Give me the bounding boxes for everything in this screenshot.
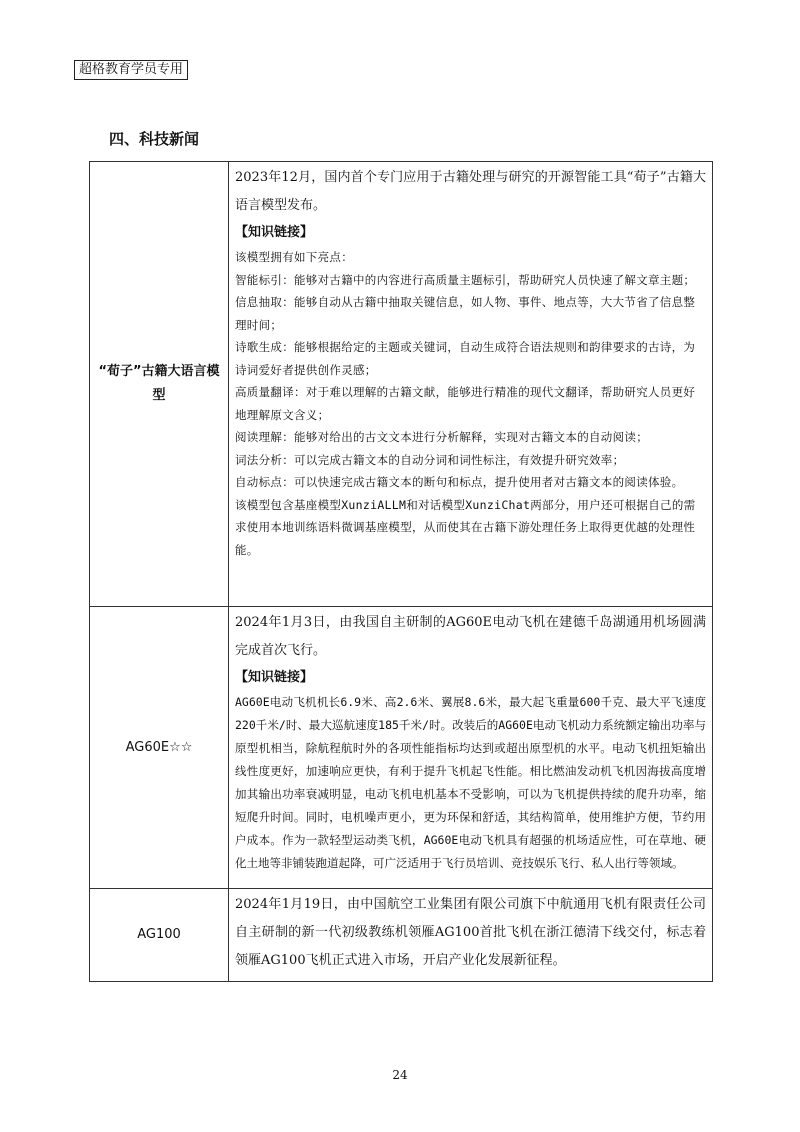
news-lead: 2023年12月，国内首个专门应用于古籍处理与研究的开源智能工具“荀子”古籍大语言模型发布。 [235, 170, 706, 213]
news-row-ag60e [90, 607, 713, 889]
news-table [89, 161, 713, 982]
row-body [229, 162, 713, 607]
knowledge-line: 词法分析：可以完成古籍文本的自动分词和词性标注，有效提升研究效率； [235, 452, 625, 467]
row-label: AG60E☆☆ [90, 607, 229, 889]
knowledge-line: 高质量翻译：对于难以理解的古籍文献，能够进行精准的现代文翻译，帮助研究人员更好地理解原文含义； [235, 385, 696, 422]
news-lead: 2024年1月19日，由中国航空工业集团有限公司旗下中航通用飞机有限责任公司自主研制的新一代初级教练机领雁AG100首批飞机在浙江德清下线交付，标志着领雁AG100飞机正式进入市场，开启产业化发展新征程。 [235, 897, 706, 968]
knowledge-link-label: 【知识链接】 [235, 670, 314, 685]
row-body [229, 889, 713, 982]
row-label: “荀子”古籍大语言模型 [90, 162, 229, 607]
section-title: 四、科技新闻 [109, 130, 200, 148]
knowledge-line: 智能标引：能够对古籍中的内容进行高质量主题标引，帮助研究人员快速了解文章主题； [235, 272, 696, 287]
knowledge-line: 该模型拥有如下亮点： [235, 250, 353, 264]
news-row-ag100 [90, 889, 713, 982]
news-row-xunzi [90, 162, 713, 607]
knowledge-line: 自动标点：可以快速完成古籍文本的断句和标点，提升使用者对古籍文本的阅读体验。 [235, 475, 684, 489]
knowledge-line: 信息抽取：能够自动从古籍中抽取关键信息，如人物、事件、地点等，大大节省了信息整理时间； [235, 295, 696, 332]
news-lead: 2024年1月3日，由我国自主研制的AG60E电动飞机在建德千岛湖通用机场圆满完成首次飞行。 [235, 615, 706, 658]
header-tag: 超格教育学员专用 [74, 60, 188, 80]
knowledge-line: 诗歌生成：能够根据给定的主题或关键词，自动生成符合语法规则和韵律要求的古诗，为诗词爱好者提供创作灵感； [235, 340, 696, 377]
knowledge-link-label: 【知识链接】 [235, 225, 314, 240]
knowledge-paragraph: AG60E电动飞机机长6.9米、高2.6米、翼展8.6米，最大起飞重量600千克、最大平飞速度220千米/时、最大巡航速度185千米/时。改装后的AG60E电动飞机动力系统额定输出功率与原型机相当，除航程航时外的各项性能指标均达到或超出原型机的水平。电动飞机扭矩输出线性度更好，加速响应更快，有利于提升飞机起飞性能。相比燃油发动机飞机因海拔高度增加其输出功率衰减明显，电动飞机电机基本不受影响，可以为飞机提供持续的爬升功率，缩短爬升时间。同时，电机噪声更小，更为环保和舒适，其结构简单，使用维护方便，节约用户成本。作为一款轻型运动类飞机，AG60E电动飞机具有超强的机场适应性，可在草地、硬化土地等非铺装跑道起降，可广泛适用于飞行员培训、竞技娱乐飞行、私人出行等领域。 [235, 695, 706, 870]
page-number: 24 [392, 1068, 408, 1082]
knowledge-line: 该模型包含基座模型XunziALLM和对话模型XunziChat两部分，用户还可根据自己的需求使用本地训练语料微调基座模型，从而使其在古籍下游处理任务上取得更优越的处理性能。 [235, 497, 696, 557]
knowledge-line: 阅读理解：能够对给出的古文文本进行分析解释，实现对古籍文本的自动阅读； [235, 430, 648, 444]
row-body [229, 607, 713, 889]
row-label: AG100 [90, 889, 229, 982]
